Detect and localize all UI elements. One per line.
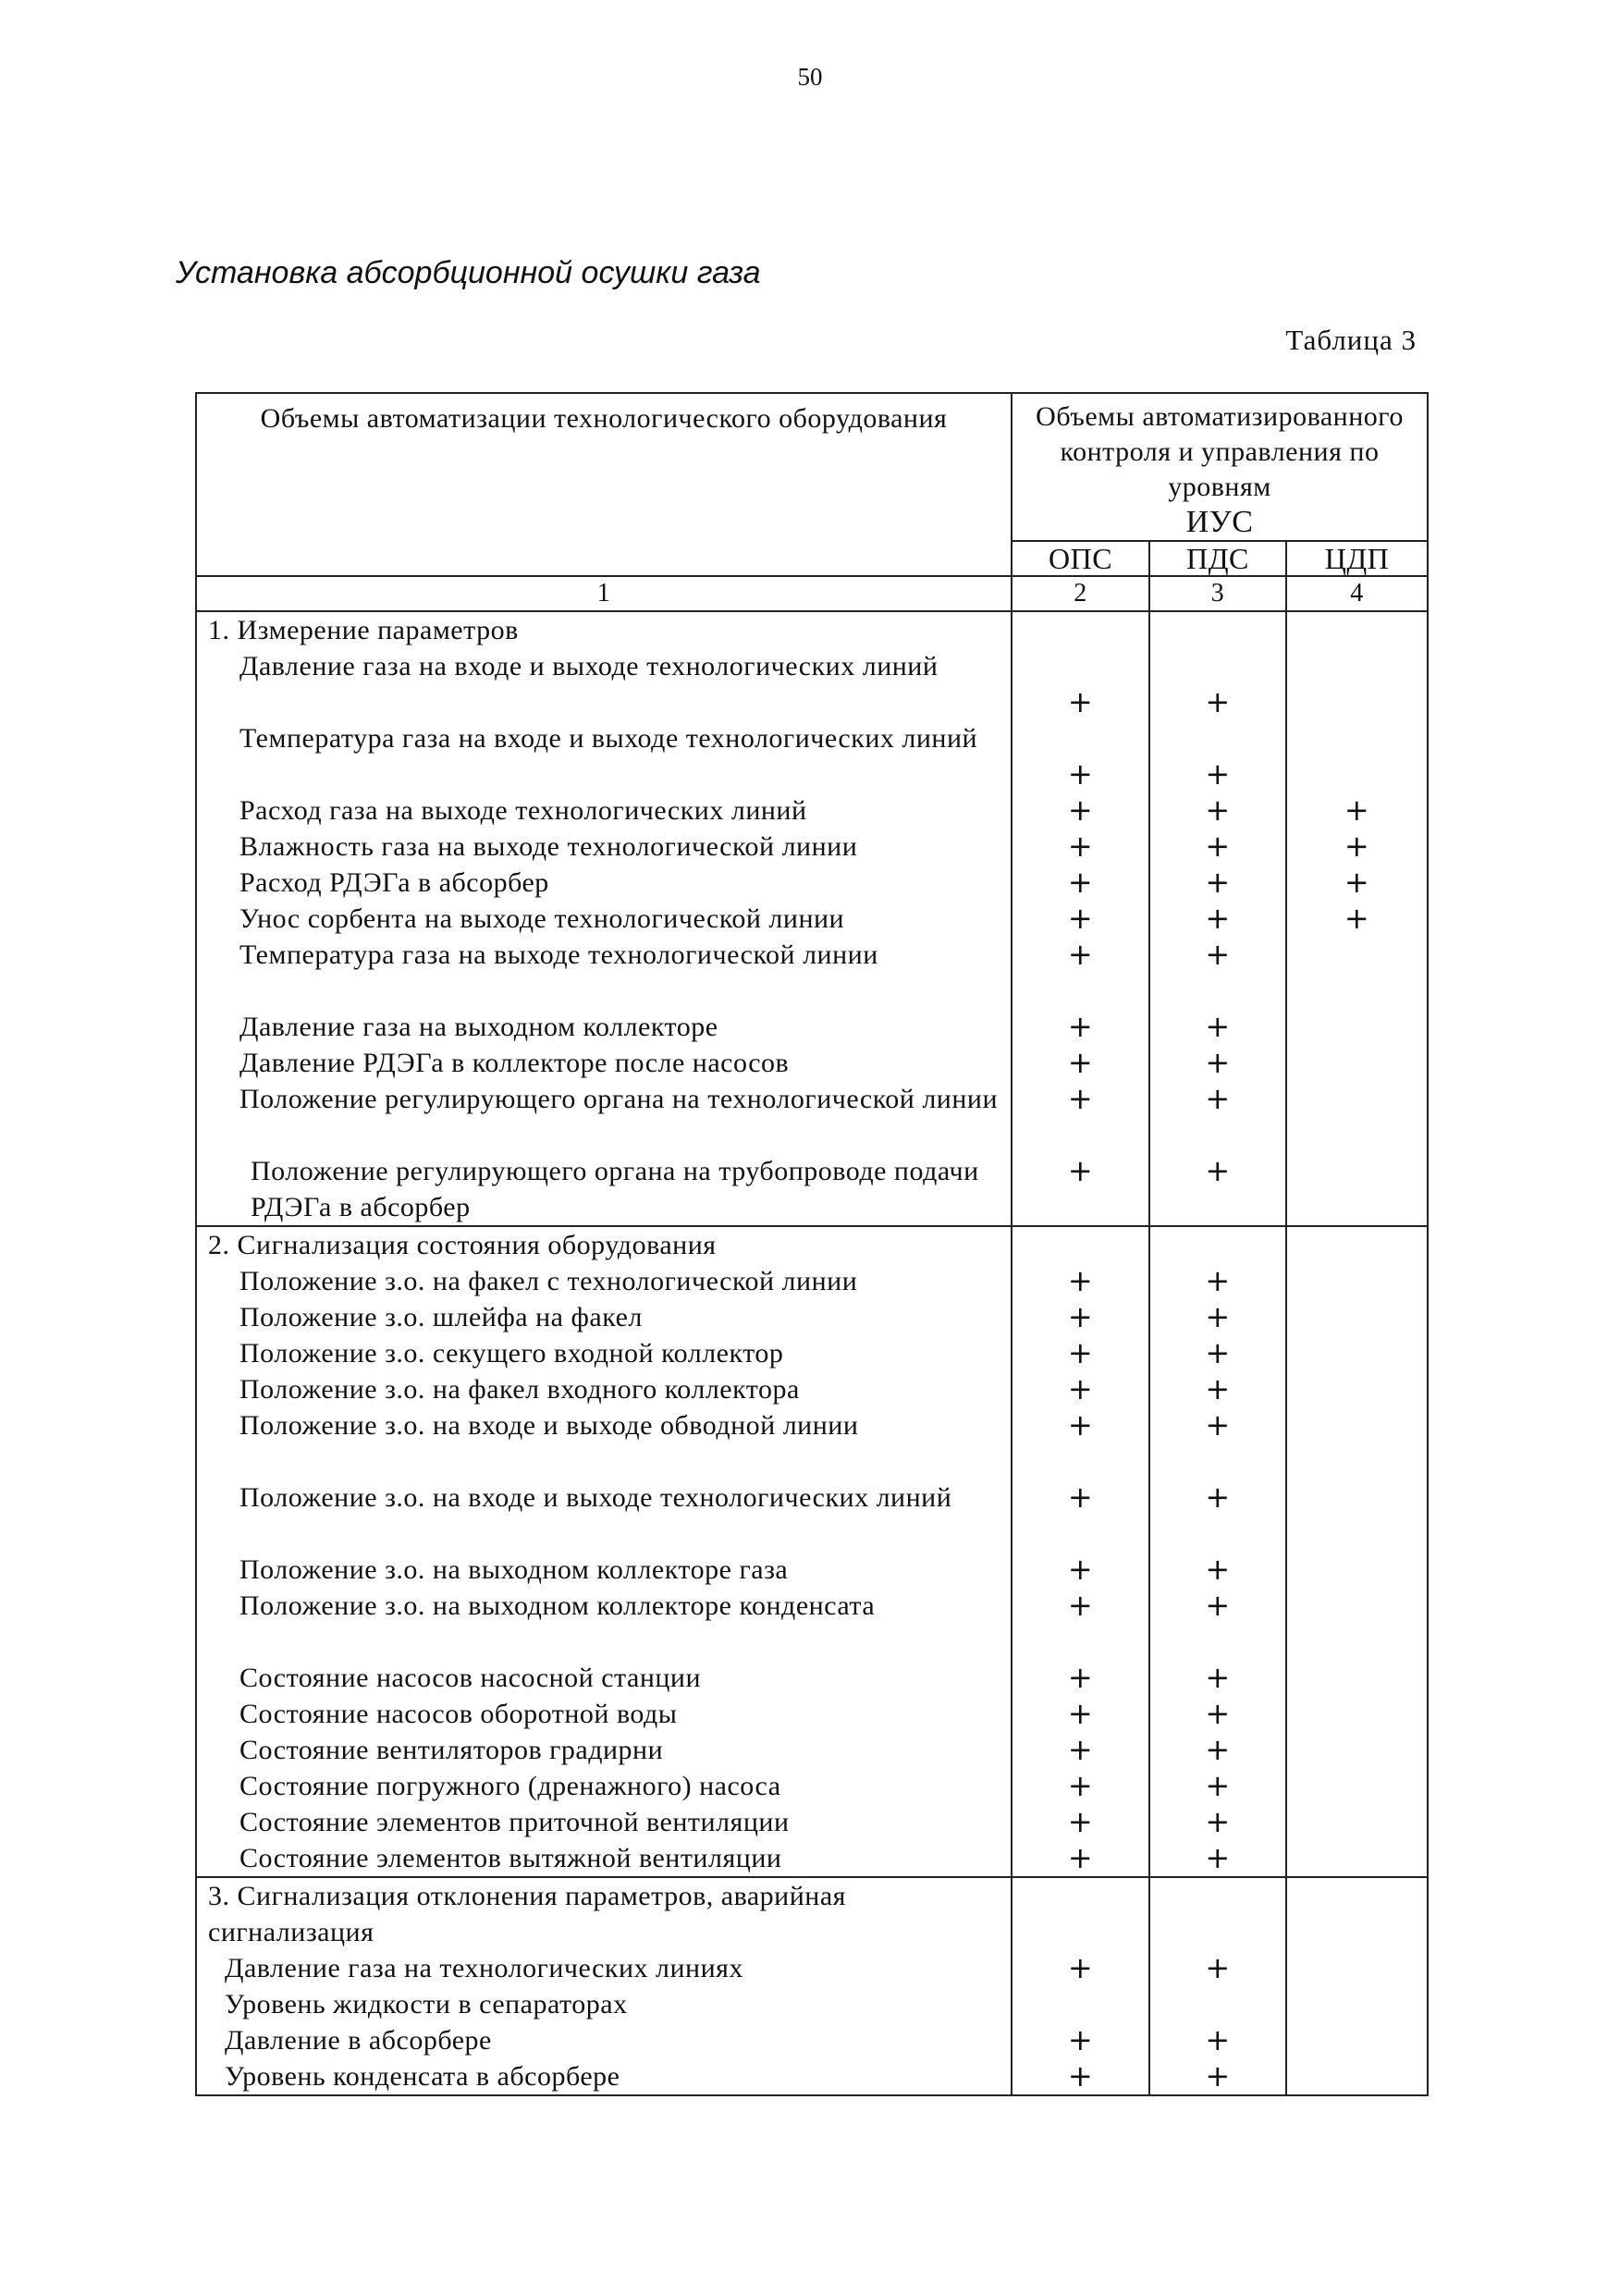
table-row (196, 1588, 1428, 1660)
row-label: Уровень конденсата в абсорбере (196, 2058, 1012, 2095)
ops-mark: + (1012, 937, 1149, 1009)
row-label: Положение з.о. шлейфа на факел (196, 1299, 1012, 1335)
table-row (196, 1950, 1428, 1986)
pds-mark: + (1149, 829, 1286, 865)
table-row (196, 1081, 1428, 1153)
ops-mark: + (1012, 1950, 1149, 1986)
row-label: Давление газа на выходном коллекторе (196, 1009, 1012, 1045)
table-row (196, 1840, 1428, 1877)
ops-mark: + (1012, 1045, 1149, 1081)
row-label: Расход газа на выходе технологических линий (196, 792, 1012, 829)
table-row (196, 901, 1428, 937)
table-row (196, 865, 1428, 901)
row-label: Состояние погружного (дренажного) насоса (196, 1768, 1012, 1804)
table-row (196, 2058, 1428, 2095)
col-number-1: 1 (196, 576, 1012, 611)
cdp-mark (1286, 1768, 1428, 1804)
section-row (196, 1877, 1428, 1950)
row-label: Давление газа на технологических линиях (196, 1950, 1012, 1986)
cdp-mark (1286, 720, 1428, 792)
cdp-mark (1286, 1986, 1428, 2022)
section-title-1: 1. Измерение параметров (196, 611, 1012, 648)
pds-mark (1149, 1986, 1286, 2022)
cdp-mark (1286, 648, 1428, 720)
cdp-mark (1286, 1153, 1428, 1226)
pds-mark: + (1149, 648, 1286, 720)
pds-mark: + (1149, 1552, 1286, 1588)
ops-mark: + (1012, 2022, 1149, 2058)
cdp-mark (1286, 1335, 1428, 1371)
ops-mark: + (1012, 2058, 1149, 2095)
cdp-mark (1286, 1480, 1428, 1552)
row-label: Положение з.о. на входе и выходе обводной линии (196, 1407, 1012, 1480)
ops-mark: + (1012, 1696, 1149, 1732)
pds-mark: + (1149, 1480, 1286, 1552)
row-label: Уровень жидкости в сепараторах (196, 1986, 1012, 2022)
row-label: Давление в абсорбере (196, 2022, 1012, 2058)
row-label: Температура газа на выходе технологической линии (196, 937, 1012, 1009)
row-label: Состояние вентиляторов градирни (196, 1732, 1012, 1768)
pds-mark: + (1149, 1335, 1286, 1371)
table-row (196, 1986, 1428, 2022)
row-label: Давление газа на входе и выходе технологических линий (196, 648, 1012, 720)
row-label: Состояние насосов оборотной воды (196, 1696, 1012, 1732)
table-row (196, 1480, 1428, 1552)
table-row (196, 792, 1428, 829)
ops-mark: + (1012, 1552, 1149, 1588)
cdp-mark (1286, 1407, 1428, 1480)
ops-mark: + (1012, 1153, 1149, 1226)
pds-mark: + (1149, 865, 1286, 901)
ops-mark: + (1012, 648, 1149, 720)
cdp-mark: + (1286, 792, 1428, 829)
pds-mark: + (1149, 1588, 1286, 1660)
table-row (196, 1009, 1428, 1045)
ops-mark: + (1012, 1804, 1149, 1840)
cdp-mark (1286, 1299, 1428, 1335)
section-title-3: 3. Сигнализация отклонения параметров, аварийная сигнализация (196, 1877, 1012, 1950)
table-row (196, 720, 1428, 792)
cdp-mark (1286, 1696, 1428, 1732)
table-row (196, 1335, 1428, 1371)
table-row (196, 829, 1428, 865)
col-number-3: 3 (1149, 576, 1286, 611)
pds-mark: + (1149, 2022, 1286, 2058)
header-col-group-title: Объемы автоматизированного контроля и управления по уровням (1036, 401, 1404, 502)
row-label: Положение з.о. на факел входного коллектора (196, 1371, 1012, 1407)
pds-mark: + (1149, 1263, 1286, 1299)
row-label: Влажность газа на выходе технологической линии (196, 829, 1012, 865)
pds-mark: + (1149, 720, 1286, 792)
row-label: Положение з.о. на выходном коллекторе конденсата (196, 1588, 1012, 1660)
ops-mark: + (1012, 1335, 1149, 1371)
col-number-4: 4 (1286, 576, 1428, 611)
header-col1: Объемы автоматизации технологического оборудования (196, 393, 1012, 576)
cdp-mark (1286, 1950, 1428, 1986)
level-cdp: ЦДП (1286, 541, 1428, 576)
col-number-2: 2 (1012, 576, 1149, 611)
pds-mark: + (1149, 1371, 1286, 1407)
row-label: Положение з.о. на факел с технологической линии (196, 1263, 1012, 1299)
row-label: Положение регулирующего органа на технологической линии (196, 1081, 1012, 1153)
pds-mark: + (1149, 1299, 1286, 1335)
pds-mark: + (1149, 1153, 1286, 1226)
pds-mark: + (1149, 1696, 1286, 1732)
ops-mark: + (1012, 1081, 1149, 1153)
cdp-mark (1286, 1840, 1428, 1877)
pds-mark: + (1149, 792, 1286, 829)
pds-mark: + (1149, 1950, 1286, 1986)
table-row (196, 1660, 1428, 1696)
table-row (196, 2022, 1428, 2058)
table-row (196, 1153, 1428, 1226)
row-label: Положение з.о. на выходном коллекторе газа (196, 1552, 1012, 1588)
table-row (196, 648, 1428, 720)
section-title-2: 2. Сигнализация состояния оборудования (196, 1226, 1012, 1263)
pds-mark: + (1149, 901, 1286, 937)
pds-mark: + (1149, 1840, 1286, 1877)
table-row (196, 1804, 1428, 1840)
cdp-mark: + (1286, 901, 1428, 937)
row-label: Температура газа на входе и выходе технологических линий (196, 720, 1012, 792)
header-row (196, 393, 1428, 541)
pds-mark: + (1149, 1804, 1286, 1840)
table-row (196, 1263, 1428, 1299)
row-label: Состояние насосов насосной станции (196, 1660, 1012, 1696)
row-label: Положение з.о. на входе и выходе технологических линий (196, 1480, 1012, 1552)
table-row (196, 1552, 1428, 1588)
pds-mark: + (1149, 1081, 1286, 1153)
section-row (196, 611, 1428, 648)
ops-mark: + (1012, 1768, 1149, 1804)
pds-mark: + (1149, 2058, 1286, 2095)
ops-mark: + (1012, 1480, 1149, 1552)
level-ops: ОПС (1012, 541, 1149, 576)
ops-mark: + (1012, 1263, 1149, 1299)
cdp-mark (1286, 2022, 1428, 2058)
pds-mark: + (1149, 1660, 1286, 1696)
numbers-row (196, 576, 1428, 611)
row-label: Давление РДЭГа в коллекторе после насосов (196, 1045, 1012, 1081)
pds-mark: + (1149, 937, 1286, 1009)
ops-mark: + (1012, 720, 1149, 792)
table-row (196, 1045, 1428, 1081)
section-title: Установка абсорбционной осушки газа (176, 255, 761, 290)
ops-mark: + (1012, 901, 1149, 937)
ops-mark (1012, 1986, 1149, 2022)
cdp-mark (1286, 1081, 1428, 1153)
ops-mark: + (1012, 1009, 1149, 1045)
ops-mark: + (1012, 1371, 1149, 1407)
ops-mark: + (1012, 1732, 1149, 1768)
pds-mark: + (1149, 1045, 1286, 1081)
table-row (196, 1696, 1428, 1732)
cdp-mark (1286, 1552, 1428, 1588)
ops-mark: + (1012, 1407, 1149, 1480)
row-label: Унос сорбента на выходе технологической линии (196, 901, 1012, 937)
row-label: Расход РДЭГа в абсорбер (196, 865, 1012, 901)
cdp-mark (1286, 1009, 1428, 1045)
ops-mark: + (1012, 1299, 1149, 1335)
pds-mark: + (1149, 1009, 1286, 1045)
table-row (196, 1371, 1428, 1407)
cdp-mark (1286, 2058, 1428, 2095)
cdp-mark: + (1286, 865, 1428, 901)
ops-mark: + (1012, 1588, 1149, 1660)
table-row (196, 1299, 1428, 1335)
cdp-mark (1286, 1371, 1428, 1407)
cdp-mark (1286, 1804, 1428, 1840)
row-label: Состояние элементов приточной вентиляции (196, 1804, 1012, 1840)
ops-mark: + (1012, 829, 1149, 865)
cdp-mark (1286, 1045, 1428, 1081)
cdp-mark (1286, 1660, 1428, 1696)
level-pds: ПДС (1149, 541, 1286, 576)
cdp-mark (1286, 1263, 1428, 1299)
row-label: Положение регулирующего органа на трубопроводе подачи РДЭГа в абсорбер (196, 1153, 1012, 1226)
page-number: 50 (797, 63, 823, 91)
table-row (196, 1407, 1428, 1480)
cdp-mark (1286, 1732, 1428, 1768)
cdp-mark: + (1286, 829, 1428, 865)
table-row (196, 1768, 1428, 1804)
table-row (196, 1732, 1428, 1768)
pds-mark: + (1149, 1768, 1286, 1804)
pds-mark: + (1149, 1732, 1286, 1768)
header-col-group-sub: ИУС (1185, 505, 1254, 539)
row-label: Состояние элементов вытяжной вентиляции (196, 1840, 1012, 1877)
automation-table (195, 392, 1429, 2096)
cdp-mark (1286, 937, 1428, 1009)
ops-mark: + (1012, 792, 1149, 829)
table-row (196, 937, 1428, 1009)
cdp-mark (1286, 1588, 1428, 1660)
ops-mark: + (1012, 1660, 1149, 1696)
section-row (196, 1226, 1428, 1263)
pds-mark: + (1149, 1407, 1286, 1480)
ops-mark: + (1012, 865, 1149, 901)
ops-mark: + (1012, 1840, 1149, 1877)
header-col-group (1012, 393, 1428, 541)
table-label: Таблица 3 (1285, 324, 1417, 356)
row-label: Положение з.о. секущего входной коллектор (196, 1335, 1012, 1371)
